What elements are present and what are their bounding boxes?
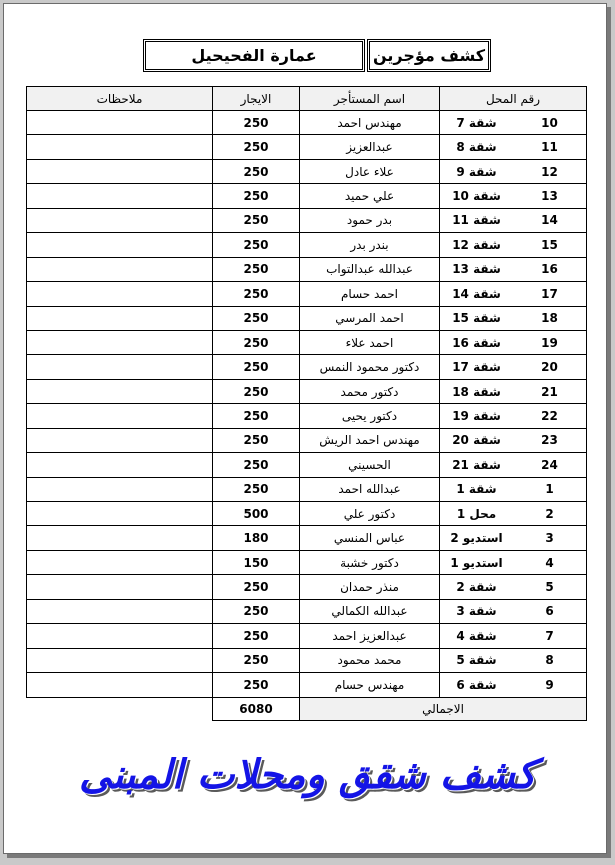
rent-cell: 250 xyxy=(213,379,300,403)
notes-cell xyxy=(27,282,213,306)
unit-number-cell: 7 xyxy=(513,624,587,648)
notes-cell xyxy=(27,502,213,526)
tenant-name-cell: احمد المرسي xyxy=(300,306,440,330)
rent-cell: 250 xyxy=(213,208,300,232)
table-row xyxy=(27,502,587,526)
unit-number-cell: 16 xyxy=(513,257,587,281)
notes-cell xyxy=(27,306,213,330)
total-value: 6080 xyxy=(213,697,300,720)
total-label: الاجمالي xyxy=(300,697,587,720)
rent-cell: 250 xyxy=(213,428,300,452)
rent-cell: 500 xyxy=(213,502,300,526)
column-header-notes: ملاحظات xyxy=(27,87,213,111)
unit-cell: شقة 1 xyxy=(440,477,514,501)
unit-number-cell: 8 xyxy=(513,648,587,672)
tenant-name-cell: دكتور علي xyxy=(300,502,440,526)
rent-cell: 250 xyxy=(213,135,300,159)
tenant-name-cell: عبدالله الكمالي xyxy=(300,599,440,623)
table-row xyxy=(27,477,587,501)
unit-cell: شقة 17 xyxy=(440,355,514,379)
unit-cell: شقة 10 xyxy=(440,184,514,208)
tenant-name-cell: مهندس احمد الريش xyxy=(300,428,440,452)
tenant-name-cell: عباس المنسي xyxy=(300,526,440,550)
table-row xyxy=(27,648,587,672)
unit-number-cell: 21 xyxy=(513,379,587,403)
tenant-name-cell: دكتور محمد xyxy=(300,379,440,403)
tenant-name-cell: مهندس احمد xyxy=(300,111,440,135)
tenant-name-cell: علاء عادل xyxy=(300,159,440,183)
rent-cell: 250 xyxy=(213,453,300,477)
notes-cell xyxy=(27,159,213,183)
notes-cell xyxy=(27,453,213,477)
tenant-name-cell: دكتور خشبة xyxy=(300,550,440,574)
unit-number-cell: 11 xyxy=(513,135,587,159)
unit-number-cell: 3 xyxy=(513,526,587,550)
page-banner: كشف شقق ومحلات المبنى xyxy=(78,752,536,798)
column-header-tenant: اسم المستأجر xyxy=(300,87,440,111)
tenant-name-cell: عبدالله عبدالتواب xyxy=(300,257,440,281)
rent-cell: 150 xyxy=(213,550,300,574)
tenant-name-cell: احمد علاء xyxy=(300,330,440,354)
building-name: عمارة الفحيحيل xyxy=(143,39,365,72)
unit-number-cell: 13 xyxy=(513,184,587,208)
unit-number-cell: 4 xyxy=(513,550,587,574)
table-row xyxy=(27,330,587,354)
table-row xyxy=(27,135,587,159)
table-header-row xyxy=(27,87,587,111)
unit-cell: شقة 7 xyxy=(440,111,514,135)
table-row xyxy=(27,550,587,574)
tenant-name-cell: احمد حسام xyxy=(300,282,440,306)
table-row xyxy=(27,111,587,135)
unit-cell: شقة 4 xyxy=(440,624,514,648)
unit-cell: شقة 20 xyxy=(440,428,514,452)
total-row-spacer xyxy=(27,697,213,720)
table-row xyxy=(27,306,587,330)
unit-number-cell: 19 xyxy=(513,330,587,354)
document-page xyxy=(3,3,607,854)
unit-number-cell: 6 xyxy=(513,599,587,623)
unit-cell: شقة 14 xyxy=(440,282,514,306)
column-header-rent: الايجار xyxy=(213,87,300,111)
rent-cell: 250 xyxy=(213,648,300,672)
tenant-name-cell: عبدالله احمد xyxy=(300,477,440,501)
total-row xyxy=(27,697,587,720)
notes-cell xyxy=(27,624,213,648)
notes-cell xyxy=(27,135,213,159)
table-row xyxy=(27,257,587,281)
table-row xyxy=(27,673,587,697)
tenant-name-cell: بندر بدر xyxy=(300,233,440,257)
rent-cell: 250 xyxy=(213,575,300,599)
tenant-name-cell: بدر حمود xyxy=(300,208,440,232)
unit-cell: شقة 11 xyxy=(440,208,514,232)
table-row xyxy=(27,379,587,403)
table-row xyxy=(27,453,587,477)
unit-cell: محل 1 xyxy=(440,502,514,526)
unit-number-cell: 2 xyxy=(513,502,587,526)
rent-cell: 250 xyxy=(213,282,300,306)
table-row xyxy=(27,428,587,452)
tenant-name-cell: علي حميد xyxy=(300,184,440,208)
rent-cell: 250 xyxy=(213,355,300,379)
notes-cell xyxy=(27,111,213,135)
table-row xyxy=(27,404,587,428)
unit-number-cell: 10 xyxy=(513,111,587,135)
notes-cell xyxy=(27,428,213,452)
unit-cell: شقة 13 xyxy=(440,257,514,281)
unit-cell: شقة 16 xyxy=(440,330,514,354)
notes-cell xyxy=(27,257,213,281)
rent-cell: 180 xyxy=(213,526,300,550)
unit-number-cell: 22 xyxy=(513,404,587,428)
rent-cell: 250 xyxy=(213,159,300,183)
unit-number-cell: 12 xyxy=(513,159,587,183)
table-row xyxy=(27,599,587,623)
unit-cell: شقة 6 xyxy=(440,673,514,697)
table-row xyxy=(27,355,587,379)
table-row xyxy=(27,624,587,648)
table-row xyxy=(27,282,587,306)
rent-cell: 250 xyxy=(213,673,300,697)
tenant-name-cell: دكتور يحيى xyxy=(300,404,440,428)
tenant-name-cell: الحسيني xyxy=(300,453,440,477)
report-title: كشف مؤجرين xyxy=(367,39,491,72)
table-row xyxy=(27,526,587,550)
unit-number-cell: 20 xyxy=(513,355,587,379)
tenant-name-cell: محمد محمود xyxy=(300,648,440,672)
rent-cell: 250 xyxy=(213,477,300,501)
notes-cell xyxy=(27,648,213,672)
rent-cell: 250 xyxy=(213,599,300,623)
unit-cell: شقة 21 xyxy=(440,453,514,477)
rent-cell: 250 xyxy=(213,233,300,257)
rent-cell: 250 xyxy=(213,184,300,208)
table-row xyxy=(27,159,587,183)
unit-cell: شقة 9 xyxy=(440,159,514,183)
notes-cell xyxy=(27,184,213,208)
unit-number-cell: 5 xyxy=(513,575,587,599)
rent-cell: 250 xyxy=(213,306,300,330)
unit-number-cell: 24 xyxy=(513,453,587,477)
notes-cell xyxy=(27,477,213,501)
notes-cell xyxy=(27,379,213,403)
column-header-unit-number: رقم المحل xyxy=(440,87,587,111)
tenant-name-cell: مهندس حسام xyxy=(300,673,440,697)
unit-number-cell: 15 xyxy=(513,233,587,257)
notes-cell xyxy=(27,550,213,574)
rent-cell: 250 xyxy=(213,624,300,648)
tenant-name-cell: عبدالعزيز xyxy=(300,135,440,159)
notes-cell xyxy=(27,599,213,623)
rent-cell: 250 xyxy=(213,330,300,354)
notes-cell xyxy=(27,526,213,550)
unit-cell: استديو 2 xyxy=(440,526,514,550)
notes-cell xyxy=(27,330,213,354)
unit-cell: شقة 19 xyxy=(440,404,514,428)
unit-number-cell: 1 xyxy=(513,477,587,501)
notes-cell xyxy=(27,404,213,428)
notes-cell xyxy=(27,355,213,379)
unit-cell: شقة 15 xyxy=(440,306,514,330)
tenant-name-cell: دكتور محمود النمس xyxy=(300,355,440,379)
table-row xyxy=(27,208,587,232)
tenant-name-cell: منذر حمدان xyxy=(300,575,440,599)
rent-cell: 250 xyxy=(213,111,300,135)
tenant-name-cell: عبدالعزيز احمد xyxy=(300,624,440,648)
table-row xyxy=(27,184,587,208)
unit-cell: شقة 18 xyxy=(440,379,514,403)
unit-cell: شقة 2 xyxy=(440,575,514,599)
unit-number-cell: 14 xyxy=(513,208,587,232)
unit-cell: شقة 3 xyxy=(440,599,514,623)
unit-cell: شقة 12 xyxy=(440,233,514,257)
unit-number-cell: 23 xyxy=(513,428,587,452)
unit-number-cell: 18 xyxy=(513,306,587,330)
table-row xyxy=(27,575,587,599)
unit-number-cell: 17 xyxy=(513,282,587,306)
notes-cell xyxy=(27,233,213,257)
table-row xyxy=(27,233,587,257)
rent-cell: 250 xyxy=(213,257,300,281)
unit-number-cell: 9 xyxy=(513,673,587,697)
notes-cell xyxy=(27,208,213,232)
tenants-table xyxy=(26,86,587,721)
unit-cell: شقة 5 xyxy=(440,648,514,672)
rent-cell: 250 xyxy=(213,404,300,428)
notes-cell xyxy=(27,673,213,697)
notes-cell xyxy=(27,575,213,599)
unit-cell: استديو 1 xyxy=(440,550,514,574)
unit-cell: شقة 8 xyxy=(440,135,514,159)
